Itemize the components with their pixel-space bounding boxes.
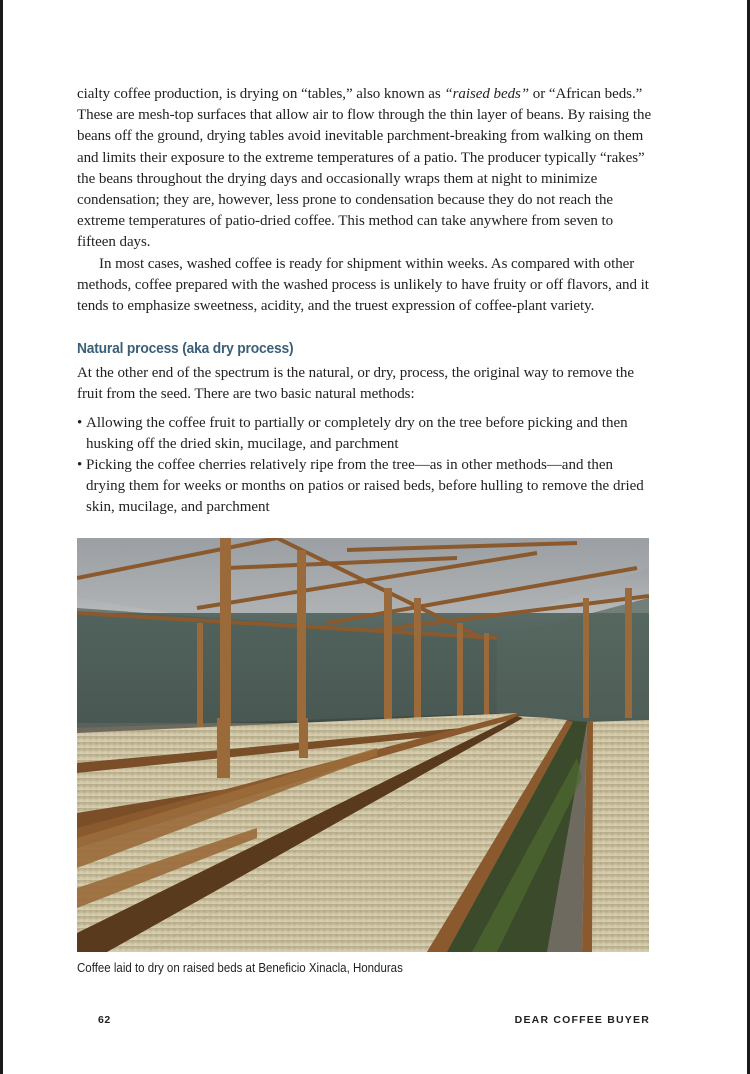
photo-illustration — [77, 538, 649, 952]
section-heading: Natural process (aka dry process) — [77, 340, 294, 358]
page-body — [77, 84, 652, 519]
paragraph-text: or “African beds.” These are mesh-top surfaces that allow air to flow through the thin layer of beans. By raising the beans off the ground, drying tables avoid inevitable parchment-breaking from walking on them and limits their exposure to the extreme temperatures of a patio. The producer typically “rakes” the beans throughout the drying days and occasionally wraps them at night to minimize condensation; they are, however, less prone to condensation because they do not reach the extreme temperatures of patio-dried coffee. This method can take anywhere from seven to fifteen days. — [77, 86, 652, 251]
list-item-text: Picking the coffee cherries relatively ripe from the tree—as in other methods—and then drying them for weeks or months on patios or raised beds, before hulling to remove the dried skin, mucilage, and parchment — [86, 457, 644, 516]
emphasis-raised-beds: “raised beds” — [444, 86, 530, 102]
bullet-icon: • — [77, 457, 83, 474]
list-item — [77, 413, 652, 455]
drying-beds-photo — [77, 538, 649, 952]
running-head: DEAR COFFEE BUYER — [514, 1014, 650, 1026]
page-number: 62 — [98, 1014, 111, 1026]
paragraph-natural-intro: At the other end of the spectrum is the natural, or dry, process, the original way to remove the fruit from the seed. There are two basic natural methods: — [77, 365, 634, 403]
photo-caption: Coffee laid to dry on raised beds at Beneficio Xinacla, Honduras — [77, 961, 403, 975]
natural-methods-list — [77, 413, 652, 519]
list-item-text: Allowing the coffee fruit to partially or completely dry on the tree before picking and then husking off the dried skin, mucilage, and parchment — [86, 414, 628, 452]
paragraph-raised-beds — [77, 84, 652, 254]
bullet-icon: • — [77, 414, 83, 431]
paragraph-text: cialty coffee production, is drying on “tables,” also known as — [77, 86, 445, 102]
list-item — [77, 455, 652, 519]
paragraph-washed-shipment: In most cases, washed coffee is ready for shipment within weeks. As compared with other methods, coffee prepared with the washed process is unlikely to have fruity or off flavors, and it tends to emphasize sweetness, acidity, and the truest expression of coffee-plant variety. — [77, 255, 649, 315]
